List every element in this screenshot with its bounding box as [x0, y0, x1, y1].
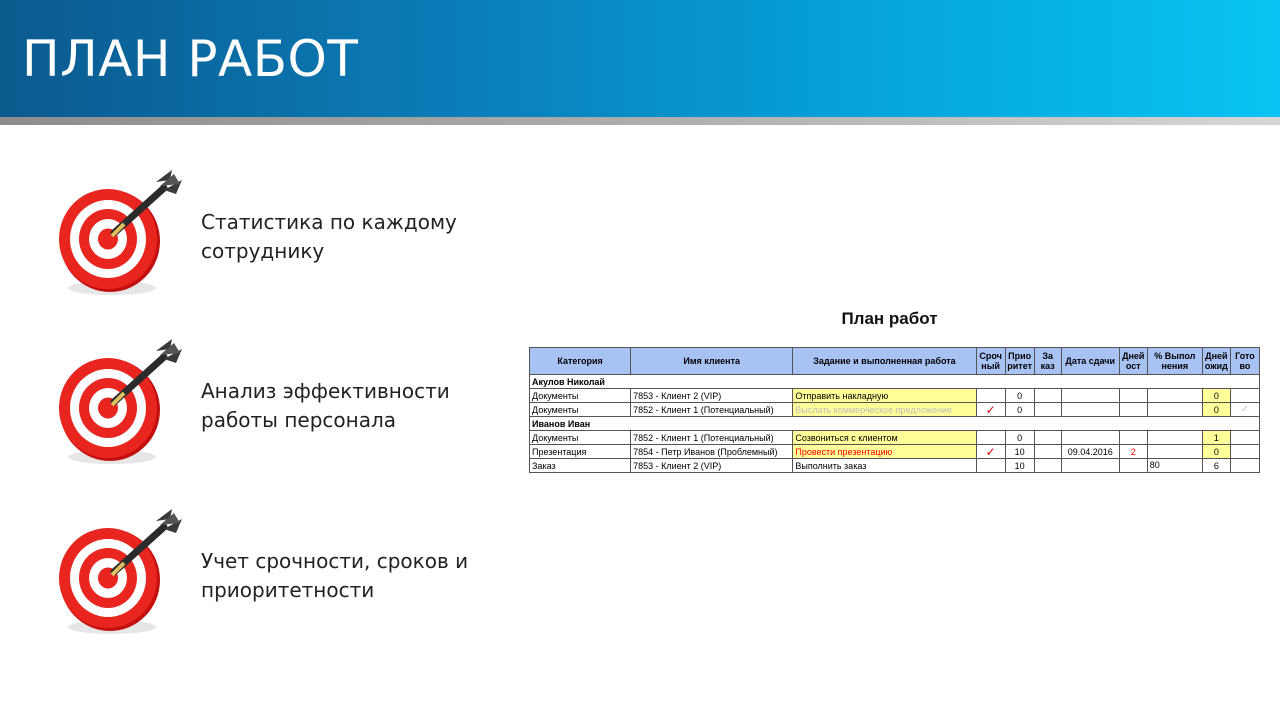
- cell-order[interactable]: [1034, 431, 1061, 445]
- table-row: [530, 431, 1260, 445]
- cell-due[interactable]: [1061, 403, 1119, 417]
- feature-text: Анализ эффективности работы персонала: [201, 379, 450, 432]
- group-name[interactable]: Акулов Николай: [530, 375, 1260, 389]
- cell-days-left[interactable]: [1119, 459, 1147, 473]
- column-header[interactable]: % Выпол нения: [1147, 348, 1202, 375]
- cell-percent[interactable]: [1147, 403, 1202, 417]
- table-row: [530, 459, 1260, 473]
- cell-order[interactable]: [1034, 389, 1061, 403]
- sheet-title: План работ: [841, 309, 938, 328]
- cell-urgent[interactable]: [976, 431, 1005, 445]
- cell-category[interactable]: Документы: [530, 403, 631, 417]
- cell-urgent[interactable]: ✓: [976, 403, 1005, 417]
- table-row: [530, 403, 1260, 417]
- feature-text: Статистика по каждому сотруднику: [201, 210, 457, 263]
- cell-order[interactable]: [1034, 445, 1061, 459]
- column-header[interactable]: Сроч ный: [976, 348, 1005, 375]
- cell-category[interactable]: Презентация: [530, 445, 631, 459]
- column-header[interactable]: Прио ритет: [1005, 348, 1034, 375]
- cell-urgent[interactable]: [976, 389, 1005, 403]
- cell-task[interactable]: Отправить накладную: [793, 389, 976, 403]
- column-header[interactable]: Гото во: [1230, 348, 1259, 375]
- cell-due[interactable]: [1061, 389, 1119, 403]
- cell-percent[interactable]: [1147, 445, 1202, 459]
- column-header[interactable]: Дней ожид: [1202, 348, 1230, 375]
- cell-days-wait[interactable]: 0: [1202, 445, 1230, 459]
- work-plan-sheet: [529, 308, 1260, 473]
- cell-due[interactable]: 09.04.2016: [1061, 445, 1119, 459]
- column-header[interactable]: Имя клиента: [631, 348, 793, 375]
- cell-priority[interactable]: 10: [1005, 459, 1034, 473]
- cell-task[interactable]: Выполнить заказ: [793, 459, 976, 473]
- group-row: [530, 375, 1260, 389]
- page-title: ПЛАН РАБОТ: [22, 30, 359, 88]
- table-header-row: [530, 348, 1260, 375]
- dart-target-icon: [52, 505, 192, 645]
- cell-category[interactable]: Документы: [530, 389, 631, 403]
- cell-client[interactable]: 7854 - Петр Иванов (Проблемный): [631, 445, 793, 459]
- cell-due[interactable]: [1061, 431, 1119, 445]
- dart-target-icon: [52, 166, 192, 306]
- cell-category[interactable]: Документы: [530, 431, 631, 445]
- cell-days-wait[interactable]: 0: [1202, 403, 1230, 417]
- column-header[interactable]: Задание и выполненная работа: [793, 348, 976, 375]
- cell-done[interactable]: [1230, 459, 1259, 473]
- cell-urgent[interactable]: [976, 459, 1005, 473]
- cell-urgent[interactable]: ✓: [976, 445, 1005, 459]
- cell-order[interactable]: [1034, 403, 1061, 417]
- column-header[interactable]: За каз: [1034, 348, 1061, 375]
- cell-task[interactable]: Выслать коммерческое предложение: [793, 403, 976, 417]
- cell-days-wait[interactable]: 0: [1202, 389, 1230, 403]
- cell-client[interactable]: 7852 - Клиент 1 (Потенциальный): [631, 403, 793, 417]
- cell-priority[interactable]: 0: [1005, 403, 1034, 417]
- cell-done[interactable]: [1230, 389, 1259, 403]
- cell-client[interactable]: 7852 - Клиент 1 (Потенциальный): [631, 431, 793, 445]
- column-header[interactable]: Категория: [530, 348, 631, 375]
- cell-task[interactable]: Провести презентацию: [793, 445, 976, 459]
- cell-priority[interactable]: 0: [1005, 389, 1034, 403]
- column-header[interactable]: Дата сдачи: [1061, 348, 1119, 375]
- cell-done[interactable]: ✓: [1230, 403, 1259, 417]
- header-divider: [0, 117, 1280, 125]
- table-row: [530, 445, 1260, 459]
- cell-days-left[interactable]: 2: [1119, 445, 1147, 459]
- work-plan-table: [529, 347, 1260, 473]
- cell-days-left[interactable]: [1119, 431, 1147, 445]
- cell-percent[interactable]: [1147, 431, 1202, 445]
- cell-done[interactable]: [1230, 431, 1259, 445]
- cell-days-left[interactable]: [1119, 389, 1147, 403]
- column-header[interactable]: Дней ост: [1119, 348, 1147, 375]
- cell-priority[interactable]: 0: [1005, 431, 1034, 445]
- cell-percent[interactable]: [1147, 459, 1202, 473]
- cell-due[interactable]: [1061, 459, 1119, 473]
- cell-task[interactable]: Созвониться с клиентом: [793, 431, 976, 445]
- cell-done[interactable]: [1230, 445, 1259, 459]
- cell-percent[interactable]: [1147, 389, 1202, 403]
- cell-client[interactable]: 7853 - Клиент 2 (VIP): [631, 459, 793, 473]
- table-row: [530, 389, 1260, 403]
- header-banner: [0, 0, 1280, 117]
- cell-priority[interactable]: 10: [1005, 445, 1034, 459]
- feature-item-statistics: [52, 166, 532, 306]
- feature-text: Учет срочности, сроков и приоритетности: [201, 549, 469, 602]
- cell-order[interactable]: [1034, 459, 1061, 473]
- feature-item-urgency: [52, 505, 532, 645]
- cell-days-left[interactable]: [1119, 403, 1147, 417]
- group-name[interactable]: Иванов Иван: [530, 417, 1260, 431]
- feature-item-efficiency: [52, 335, 532, 475]
- percent-fill: 80: [1149, 460, 1160, 470]
- cell-client[interactable]: 7853 - Клиент 2 (VIP): [631, 389, 793, 403]
- dart-target-icon: [52, 335, 192, 475]
- group-row: [530, 417, 1260, 431]
- cell-category[interactable]: Заказ: [530, 459, 631, 473]
- cell-days-wait[interactable]: 6: [1202, 459, 1230, 473]
- cell-days-wait[interactable]: 1: [1202, 431, 1230, 445]
